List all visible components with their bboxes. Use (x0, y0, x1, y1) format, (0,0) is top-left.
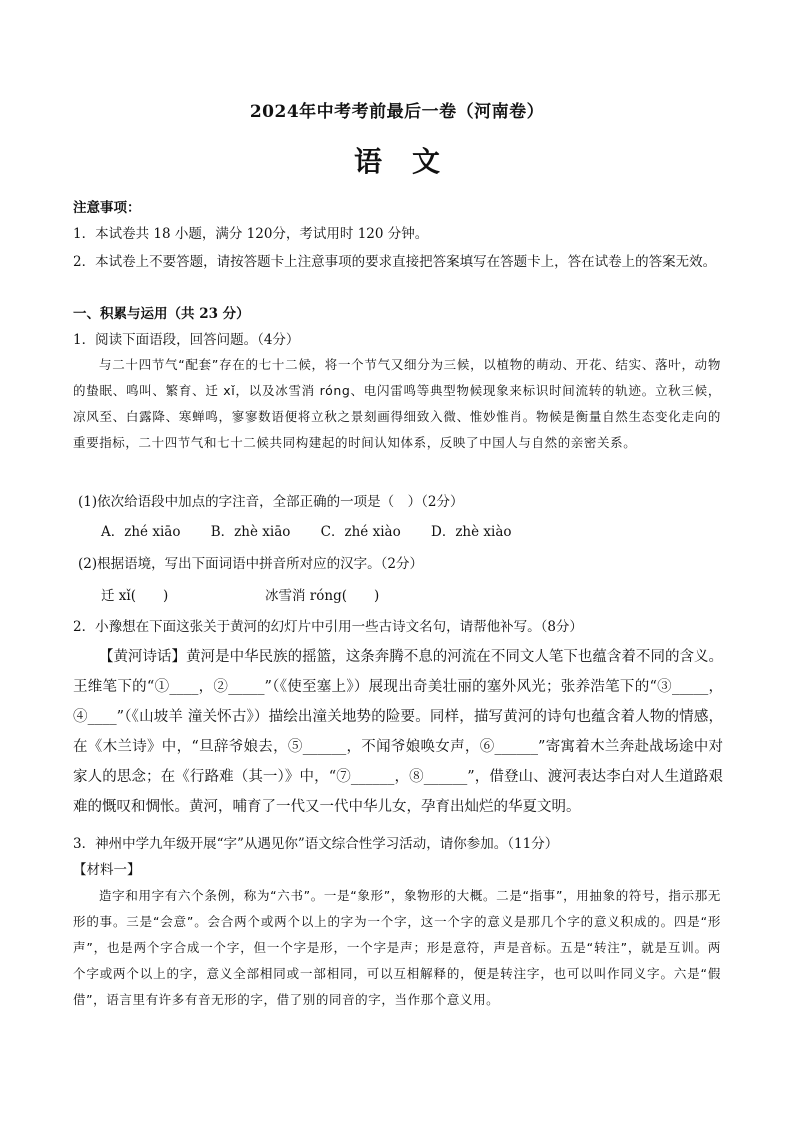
option-c: C．zhé xiào (320, 524, 401, 540)
option-a: A．zhé xiāo (101, 524, 181, 540)
q3-stem: 3．神州中学九年级开展“字”从遇见你”语文综合性学习活动，请你参加。（11分） (73, 836, 559, 852)
option-b: B．zhè xiāo (210, 524, 291, 540)
q1-sub1: (1)依次给语段中加点的字注音，全部正确的一项是（ ）（2分） (78, 494, 464, 510)
q1-options (101, 520, 538, 540)
notice-item-2: 2．本试卷上不要答题，请按答题卡上注意事项的要求直接把答案填写在答题卡上，答在试卷上的答案无效。 (73, 254, 717, 270)
option-d: D．zhè xiào (431, 524, 512, 540)
q3-passage: 造字和用字有六个条例，称为“六书”。一是“象形”，象物形的大概。二是“指事”，用抽象的符号，指示那无形的事。三是“会意”。会合两个或两个以上的字为一个字，这一个字的意义是那几个字的意义积成的。四是“形声”，也是两个字合成一个字，但一个字是形，一个字是声；形是意符，声是音标。五是“转注”，就是互训。两个字或两个以上的字，意义全部相同或一部相同，可以互相解释的，便是转注字，也可以叫作同义字。六是“假借”，语言里有许多有音无形的字，借了别的同音的字，当作那个意义用。 (73, 888, 721, 1007)
notice-item-1: 1．本试卷共 18 小题，满分 120分，考试用时 120 分钟。 (73, 226, 429, 242)
q2-passage: 【黄河诗话】黄河是中华民族的摇篮，这条奔腾不息的河流在不同文人笔下也蕴含着不同的含义。王维笔下的“①____，②_____”（《使至塞上》）展现出奇美壮丽的塞外风光；张养浩笔下的“③_____，④____”（《山坡羊 潼关怀古》）描绘出潼关地势的险要。同样，描写黄河的诗句也蕴含着人物的情感，在《木兰诗》中，“旦辞爷娘去，⑤______，不闻爷娘唤女声，⑥______”寄寓着木兰奔赴战场途中对家人的思念；在《行路难（其一）》中，“⑦______，⑧______”，借登山、渡河表达李白对人生道路艰难的慨叹和惆怅。黄河，哺育了一代又一代中华儿女，孕育出灿烂的华夏文明。 (73, 649, 723, 815)
q1-passage: 与二十四节气“配套”存在的七十二候，将一个节气又细分为三候，以植物的萌动、开花、结实、落叶，动物的蛰眠、鸣叫、繁育、迁 xǐ，以及冰雪消 róng、电闪雷鸣等典型物候现象来标识时间流转的轨迹。立秋三候，凉风至、白露降、寒蝉鸣，寥寥数语便将立秋之景刻画得细致入微、惟妙惟肖。物候是衡量自然生态变化走向的重要指标，二十四节气和七十二候共同构建起的时间认知体系，反映了中国人与自然的亲密关系。 (73, 357, 721, 450)
q2-stem: 2．小豫想在下面这张关于黄河的幻灯片中引用一些古诗文名句，请帮他补写。（8分） (73, 619, 583, 635)
q1-blank-1: 迁 xǐ( ) (101, 588, 169, 604)
subject-title: 语文 (353, 145, 470, 178)
q1-stem: 1．阅读下面语段，回答问题。（4分） (73, 332, 300, 348)
section-heading: 一、积累与运用（共 23 分） (73, 306, 250, 322)
material-heading: 【材料一】 (73, 862, 141, 878)
exam-title: 2024年中考考前最后一卷（河南卷） (249, 102, 545, 122)
q1-sub2: (2)根据语境，写出下面词语中拼音所对应的汉字。（2分） (78, 556, 423, 572)
notice-heading: 注意事项： (73, 200, 141, 216)
q1-blank-2: 冰雪消 róng( ) (265, 588, 380, 604)
